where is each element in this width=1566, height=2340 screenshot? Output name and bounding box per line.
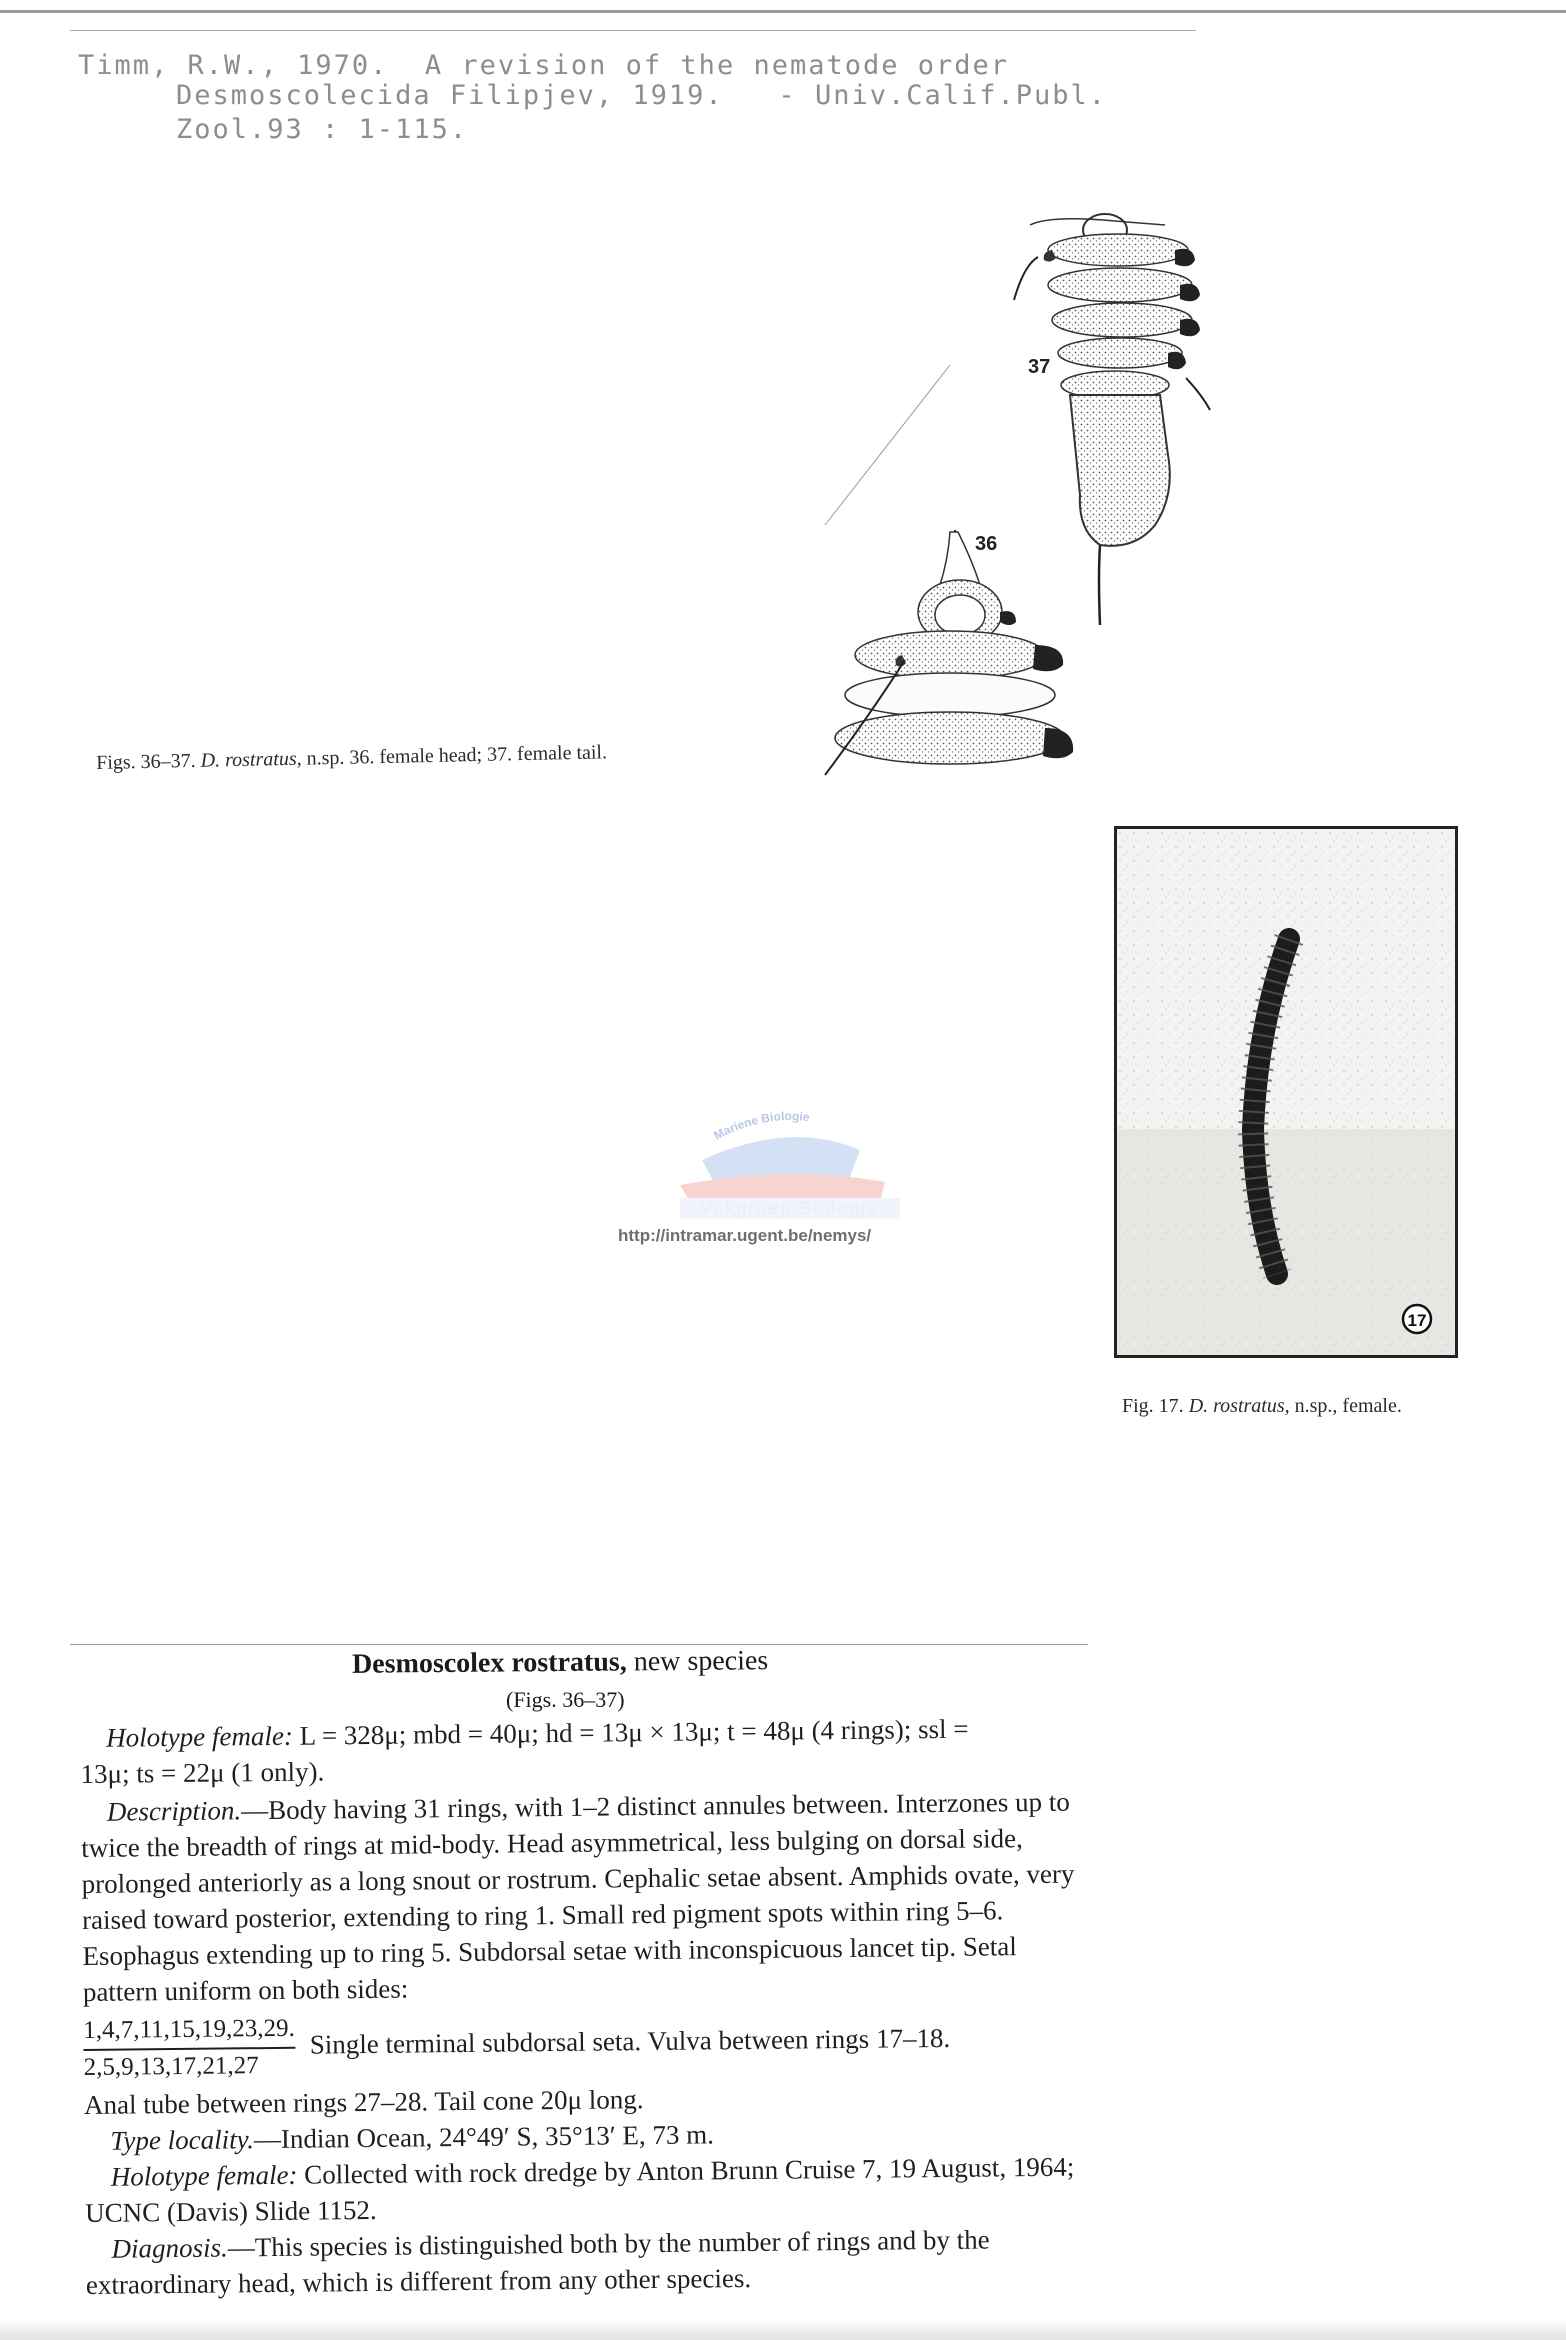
figure-36-label: 36 (975, 533, 998, 555)
diagnosis (85, 2220, 1096, 2303)
description-label: Description. (106, 1795, 242, 1827)
top-rule (0, 10, 1566, 13)
figure-17-nematode-image (1117, 829, 1455, 1355)
caption-fig-17-suffix: n.sp., female. (1294, 1395, 1402, 1417)
connector-line (820, 360, 960, 530)
section-rule (70, 1644, 1088, 1645)
caption-figs-36-37-species: D. rostratus, (200, 747, 302, 772)
figure-37-label: 37 (1028, 356, 1051, 378)
citation-line-3: Zool.93 : 1-115. (176, 114, 469, 145)
species-title (352, 1645, 769, 1681)
species-body (80, 1709, 1096, 2303)
watermark-emblem (640, 1090, 940, 1210)
setal-fraction (83, 2012, 295, 2085)
setal-pattern (83, 2003, 1094, 2085)
collected-text: Collected with rock dredge by Anton Brunn Cruise 7, 19 August, 1964; UCNC (Davis) Slide 1152. (85, 2151, 1075, 2228)
watermark-name: Vakgroep Biologie (680, 1198, 900, 1219)
anal-tube-text: Anal tube between rings 27–28. Tail cone 20μ long. (83, 2084, 644, 2120)
species-status: new species (633, 1645, 769, 1678)
description-text: —Body having 31 rings, with 1–2 distinct annules between. Interzones up to twice the breadth of rings at mid-body. Head asymmetrical, less bulging on dorsal side, prolonged anteriorly as a long snout or rostrum. Cephalic setae absent. Amphids ovate, very raised toward posterior, extending to ring 1. Small red pigment spots within ring 5–6. Esophagus extending up to ring 5. Subdorsal setae with inconspicuous lancet tip. Setal pattern uniform on both sides: (81, 1786, 1075, 2007)
holotype-collection (85, 2148, 1096, 2231)
citation-line-1: Timm, R.W., 1970. A revision of the nematode order (78, 50, 1010, 81)
figure-17-number: 17 (1407, 1311, 1427, 1330)
caption-figs-36-37 (96, 741, 607, 775)
setal-numerator: 1,4,7,11,15,19,23,29. (83, 2012, 295, 2051)
diagnosis-text: —This species is distinguished both by the number of rings and by the extraordinary head, which is different from any other species. (85, 2224, 990, 2300)
setal-after-text: Single terminal subdorsal seta. Vulva between rings 17–18. (309, 2022, 951, 2060)
type-locality-label: Type locality. (110, 2124, 255, 2156)
watermark-url[interactable]: http://intramar.ugent.be/nemys/ (618, 1226, 872, 1245)
holotype-measures-2: 13μ; ts = 22μ (1 only). (80, 1756, 325, 1789)
caption-fig-17-prefix: Fig. 17. (1122, 1395, 1184, 1417)
citation-rule (70, 30, 1196, 31)
species-figs-ref: (Figs. 36–37) (506, 1687, 625, 1712)
figure-36-female-head (810, 520, 1090, 800)
bottom-scan-edge (0, 2318, 1566, 2340)
holotype-measures-text: L = 328μ; mbd = 40μ; hd = 13μ × 13μ; t = 48μ (4 rings); ssl = (299, 1713, 969, 1751)
setal-denominator: 2,5,9,13,17,21,27 (83, 2052, 259, 2081)
figure-17-photo (1114, 826, 1458, 1358)
caption-figs-36-37-suffix: n.sp. 36. female head; 37. female tail. (306, 741, 608, 770)
collected-label: Holotype female: (110, 2159, 298, 2192)
description-paragraph (81, 1783, 1093, 2010)
caption-fig-17 (1122, 1395, 1402, 1418)
citation-line-2: Desmoscolecida Filipjev, 1919. - Univ.Calif.Publ. (176, 80, 1108, 111)
watermark-arc-text: Mariene Biologie (711, 1108, 811, 1143)
type-locality-text: —Indian Ocean, 24°49′ S, 35°13′ E, 73 m. (253, 2119, 715, 2155)
caption-figs-36-37-prefix: Figs. 36–37. (96, 749, 196, 774)
holotype-label: Holotype female: (106, 1720, 294, 1753)
caption-fig-17-species: D. rostratus, (1188, 1395, 1290, 1417)
species-name: Desmoscolex rostratus, (351, 1646, 627, 1680)
diagnosis-label: Diagnosis. (111, 2232, 228, 2264)
